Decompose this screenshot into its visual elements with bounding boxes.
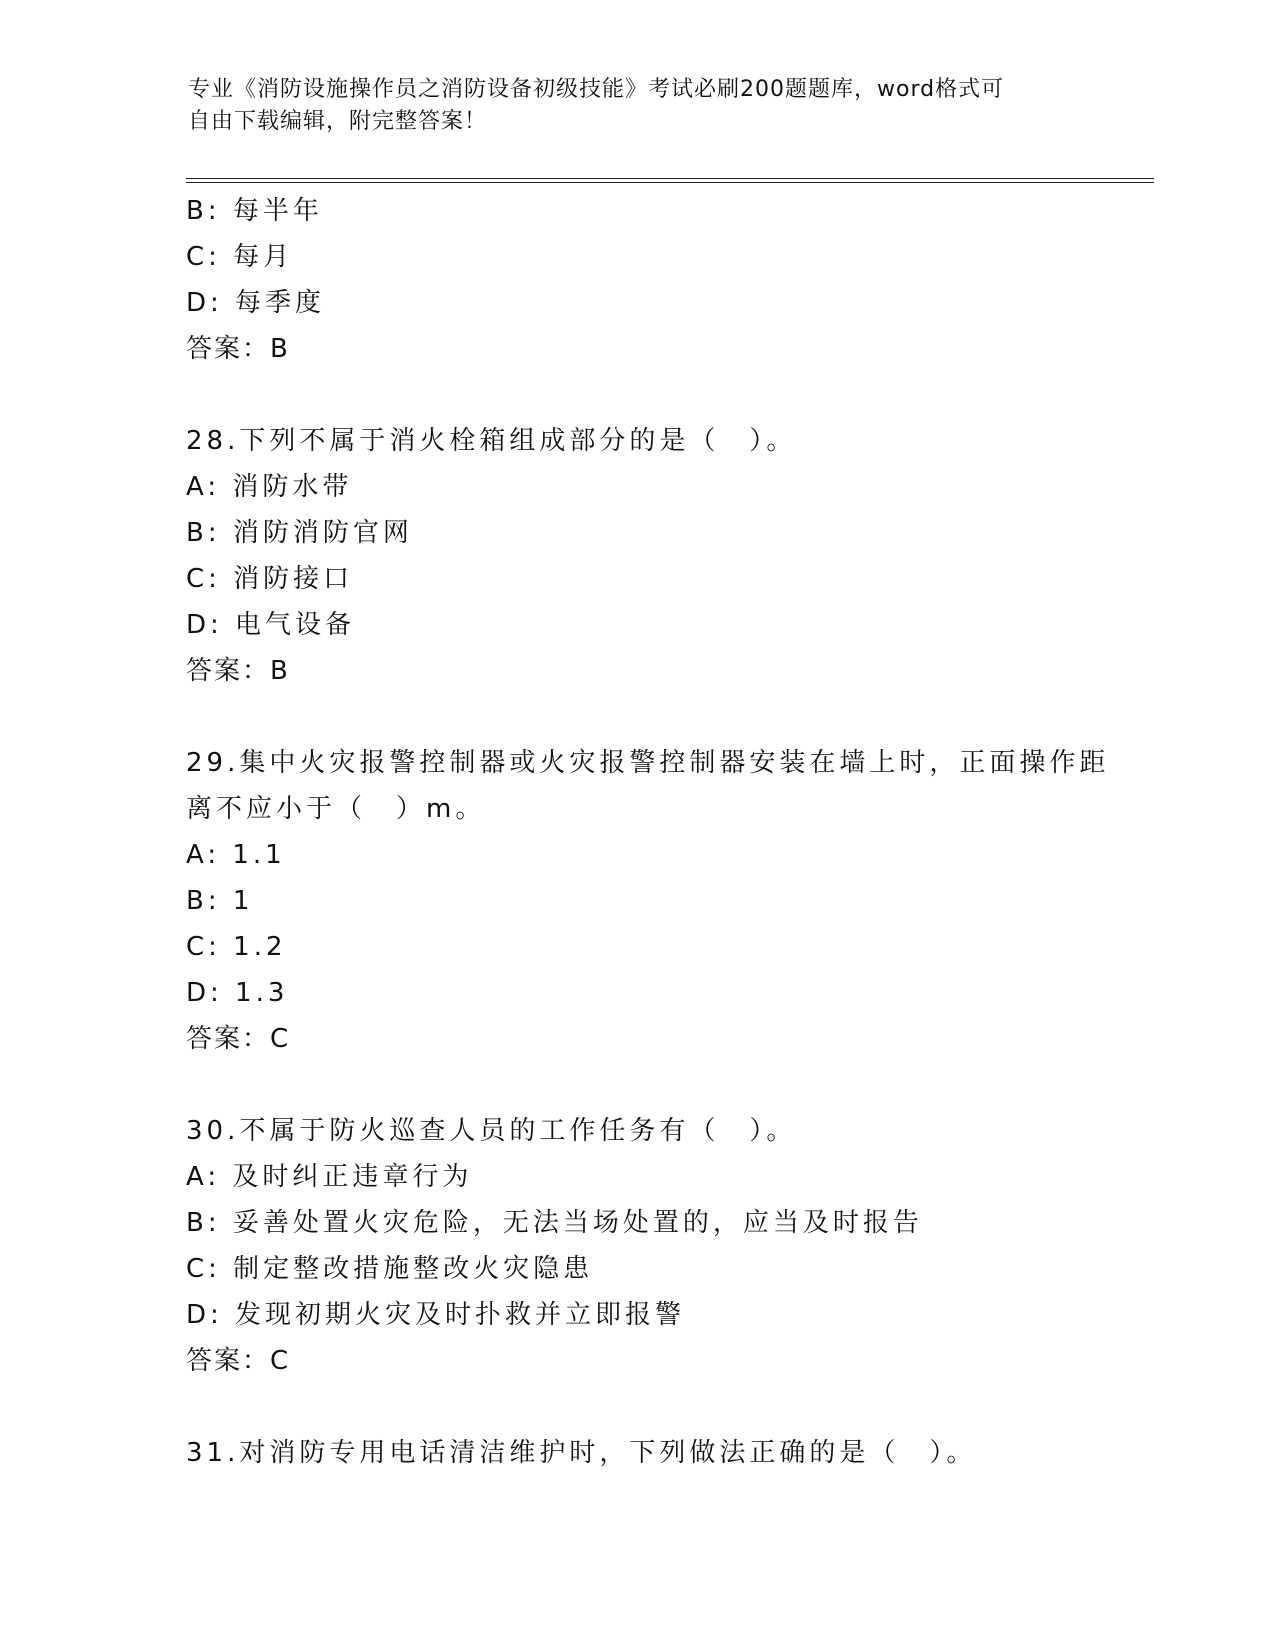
option-d: D: 1.3 xyxy=(186,978,289,1008)
question-text: 28.下列不属于消火栓箱组成部分的是（ ）。 xyxy=(186,426,797,456)
option-b: B: 每半年 xyxy=(186,196,323,226)
question-list xyxy=(186,188,1110,1476)
question-block-29 xyxy=(186,740,1110,1062)
option-b: B: 妥善处置火灾危险，无法当场处置的，应当及时报告 xyxy=(186,1208,923,1238)
header-divider-bottom xyxy=(186,182,1154,183)
question-text-line-1: 29.集中火灾报警控制器或火灾报警控制器安装在墙上时，正面操作距 xyxy=(186,748,1110,778)
question-text: 31.对消防专用电话清洁维护时，下列做法正确的是（ ）。 xyxy=(186,1438,977,1468)
question-text: 30.不属于防火巡查人员的工作任务有（ ）。 xyxy=(186,1116,797,1146)
header-title-line-1: 专业《消防设施操作员之消防设备初级技能》考试必刷200题题库，word格式可 xyxy=(188,77,1005,102)
question-block-28 xyxy=(186,418,1086,694)
option-c: C: 每月 xyxy=(186,242,294,272)
option-b: B: 1 xyxy=(186,886,254,916)
option-d: D: 每季度 xyxy=(186,288,326,318)
header-divider-top xyxy=(186,178,1154,179)
question-block-30 xyxy=(186,1108,1086,1384)
option-c: C: 制定整改措施整改火灾隐患 xyxy=(186,1254,594,1284)
answer-line: 答案：C xyxy=(186,1346,291,1376)
option-a: A: 消防水带 xyxy=(186,472,353,502)
question-text-line-2: 离不应小于（ ）m。 xyxy=(186,794,486,824)
header-title-line-2: 自由下载编辑，附完整答案！ xyxy=(188,109,488,134)
option-a: A: 1.1 xyxy=(186,840,286,870)
option-b: B: 消防消防官网 xyxy=(186,518,413,548)
answer-line: 答案：B xyxy=(186,334,290,364)
answer-line: 答案：C xyxy=(186,1024,291,1054)
page-header xyxy=(188,74,1068,138)
question-block-31 xyxy=(186,1430,1086,1476)
answer-line: 答案：B xyxy=(186,656,290,686)
option-c: C: 1.2 xyxy=(186,932,287,962)
option-c: C: 消防接口 xyxy=(186,564,354,594)
option-d: D: 发现初期火灾及时扑救并立即报警 xyxy=(186,1300,686,1330)
option-a: A: 及时纠正违章行为 xyxy=(186,1162,473,1192)
option-d: D: 电气设备 xyxy=(186,610,356,640)
question-block-27 xyxy=(186,188,1086,372)
